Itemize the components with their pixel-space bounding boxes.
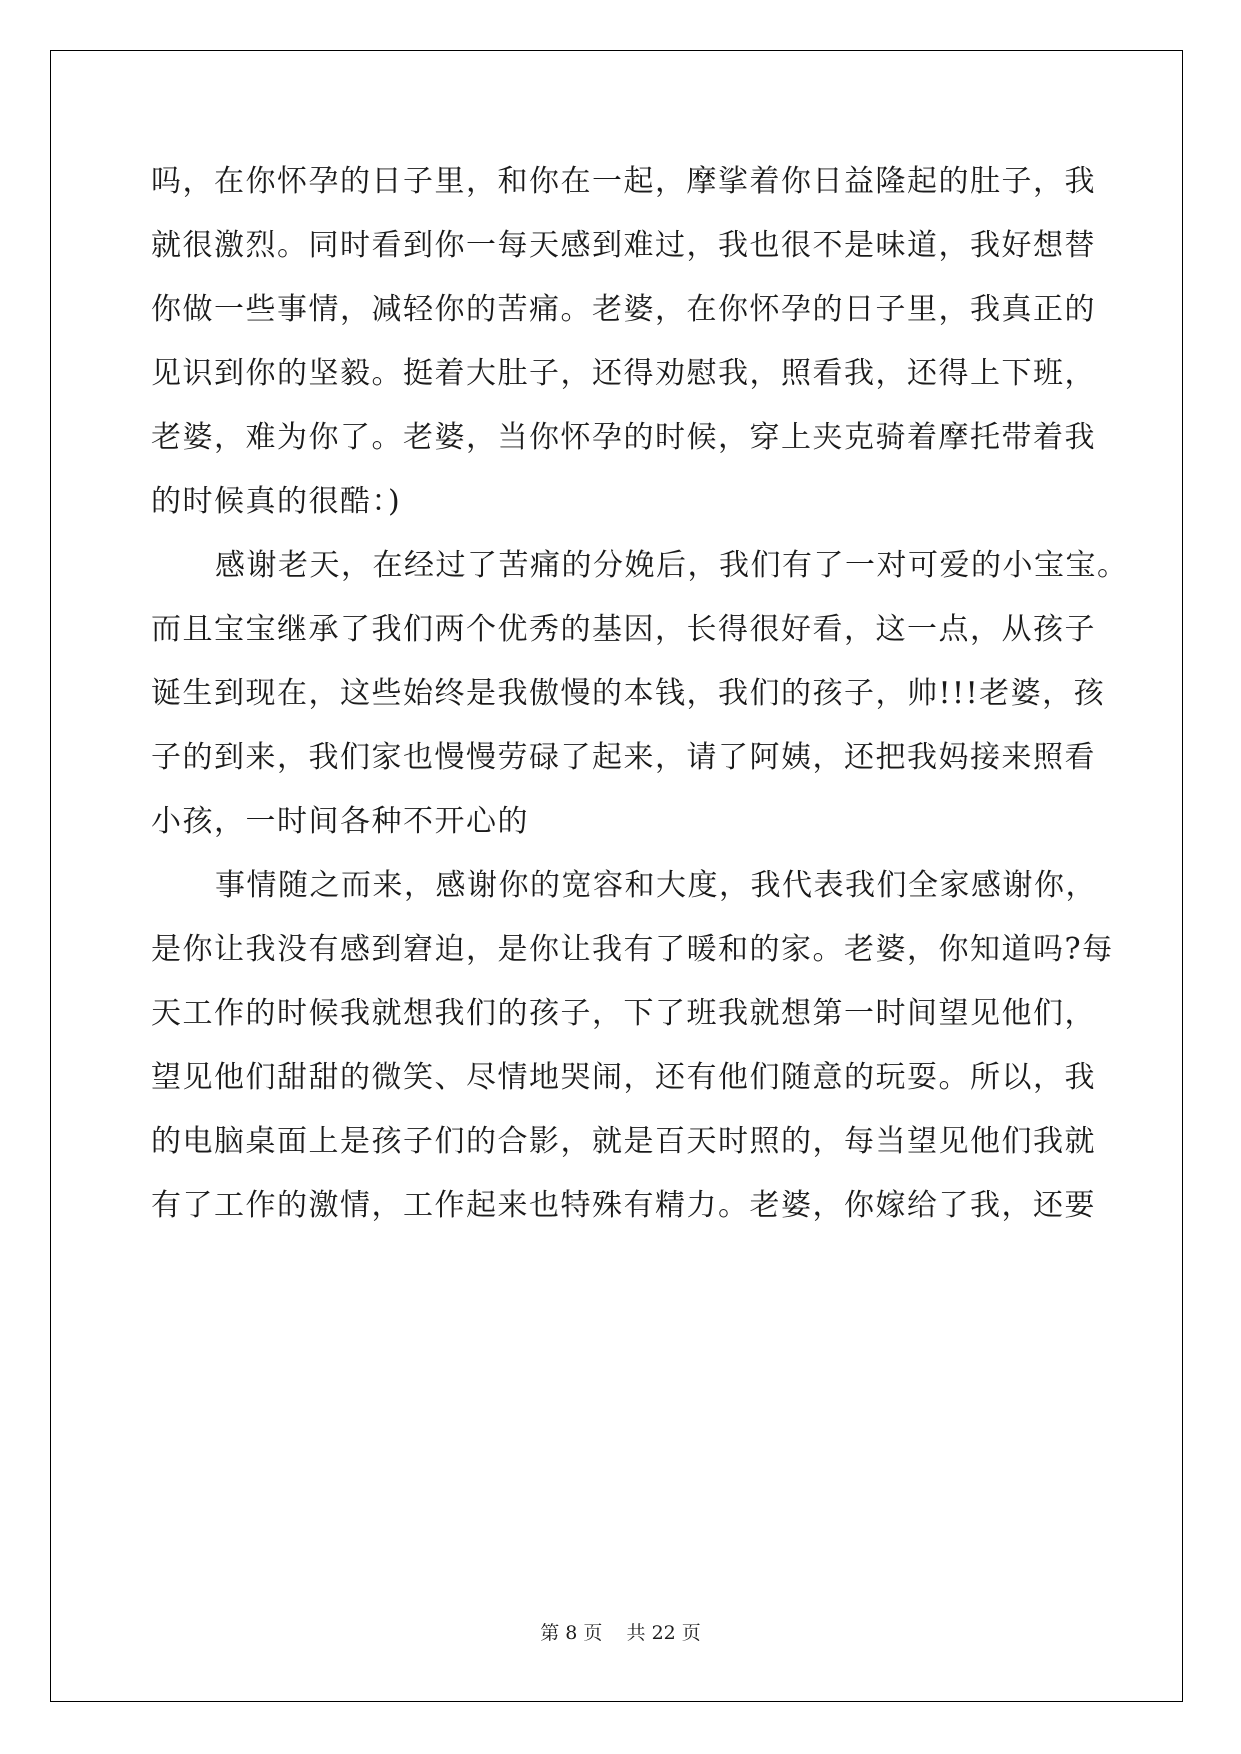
text-line: 见识到你的坚毅。挺着大肚子，还得劝慰我，照看我，还得上下班，: [151, 356, 1096, 391]
text-line: 的电脑桌面上是孩子们的合影，就是百天时照的，每当望见他们我就: [151, 1124, 1096, 1159]
text-line: 天工作的时候我就想我们的孩子，下了班我就想第一时间望见他们，: [151, 996, 1096, 1031]
text-line: 小孩，一时间各种不开心的: [151, 804, 529, 839]
text-line: 望见他们甜甜的微笑、尽情地哭闹，还有他们随意的玩耍。所以，我: [151, 1060, 1096, 1095]
text-line: 老婆，难为你了。老婆，当你怀孕的时候，穿上夹克骑着摩托带着我: [151, 420, 1096, 455]
text-line: 有了工作的激情，工作起来也特殊有精力。老婆，你嫁给了我，还要: [151, 1188, 1096, 1223]
document-body: [151, 164, 1129, 1254]
text-line: 诞生到现在，这些始终是我傲慢的本钱，我们的孩子，帅!!!老婆，孩: [151, 676, 1106, 711]
text-line: 而且宝宝继承了我们两个优秀的基因，长得很好看，这一点，从孩子: [151, 612, 1096, 647]
text-line: 子的到来，我们家也慢慢劳碌了起来，请了阿姨，还把我妈接来照看: [151, 740, 1096, 775]
text-line: 事情随之而来，感谢你的宽容和大度，我代表我们全家感谢你，: [215, 868, 1097, 903]
text-line: 就很激烈。同时看到你一每天感到难过，我也很不是味道，我好想替: [151, 228, 1096, 263]
text-line: 感谢老天，在经过了苦痛的分娩后，我们有了一对可爱的小宝宝。: [215, 548, 1129, 583]
text-line: 的时候真的很酷：): [151, 484, 402, 519]
page-number: 第 8 页 共 22 页: [540, 1622, 701, 1644]
text-line: 吗，在你怀孕的日子里，和你在一起，摩挲着你日益隆起的肚子，我: [151, 164, 1096, 199]
text-line: 你做一些事情，减轻你的苦痛。老婆，在你怀孕的日子里，我真正的: [151, 292, 1096, 327]
page-footer: [0, 1618, 1241, 1645]
text-line: 是你让我没有感到窘迫，是你让我有了暖和的家。老婆，你知道吗?每: [151, 932, 1114, 967]
